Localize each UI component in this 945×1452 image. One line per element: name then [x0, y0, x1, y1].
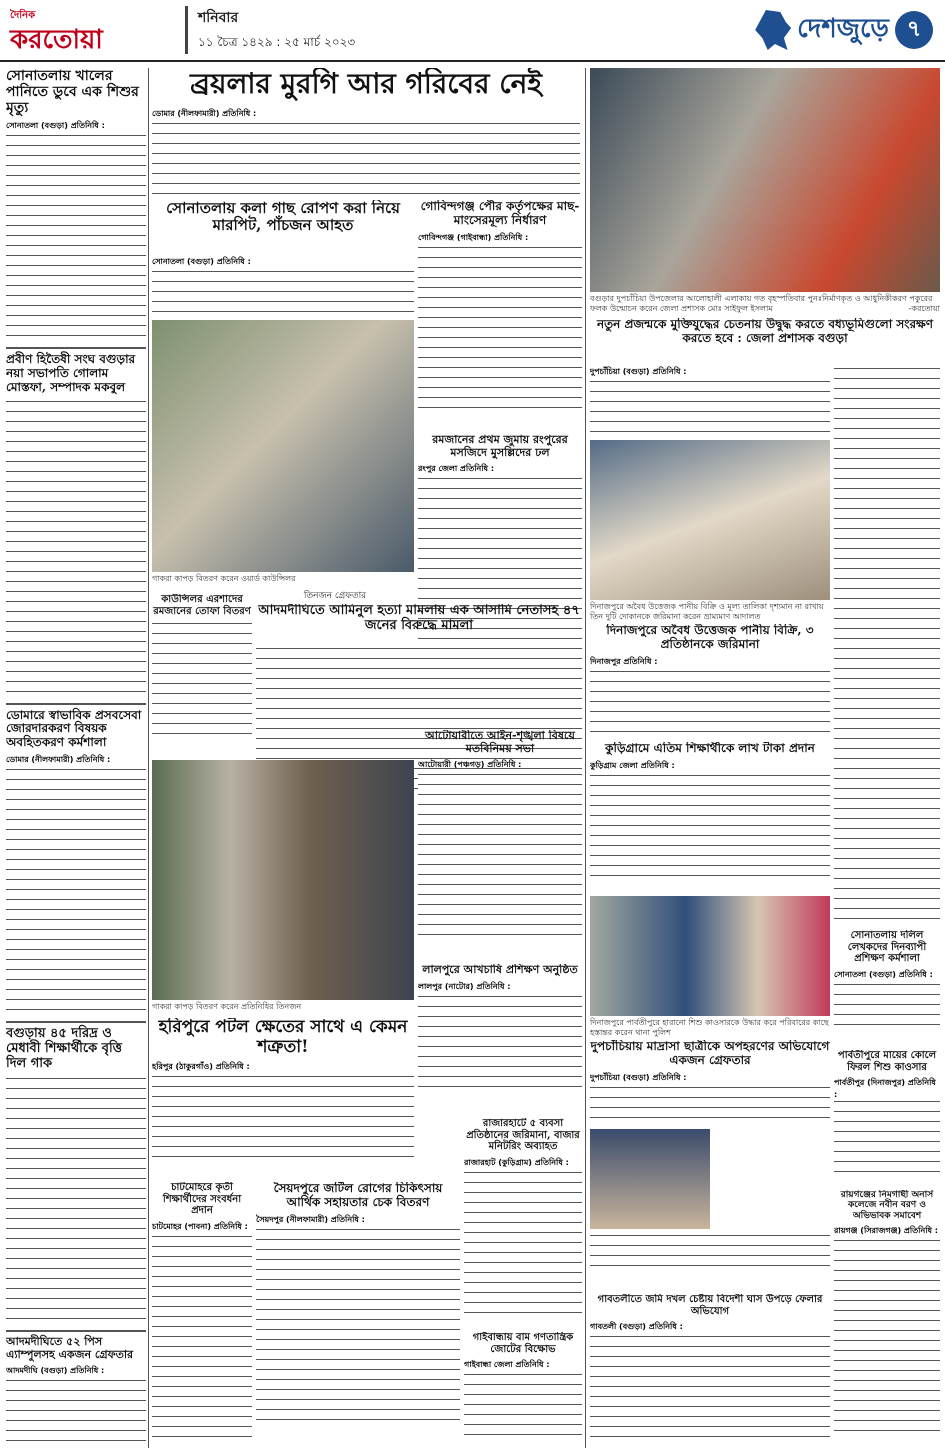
masthead	[0, 0, 945, 62]
section-header	[673, 6, 933, 54]
article-body-text	[6, 399, 146, 699]
article-body-text	[152, 269, 414, 316]
article-block	[152, 594, 252, 754]
article-body-text	[6, 133, 146, 343]
article-title[interactable]: সোনাতলায় কলা গাছ রোপণ করা নিয়ে মারপিট, পাঁচজন আহত	[166, 200, 400, 235]
article-byline: আটোয়ারী (পঞ্চগড়) প্রতিনিধি :	[418, 760, 522, 770]
article-title[interactable]: আদমদীঘিতে আমিনুল হত্যা মামলায় এক আসামি নেতাসহ ৪৭ জনের বিরুদ্ধে মামলা	[258, 604, 580, 633]
article-title[interactable]: বগুড়ায় ৪৫ দরিদ্র ও মেধাবী শিক্ষার্থীকে বৃত্তি দিল গাক	[6, 1026, 122, 1071]
article-byline: সোনাতলা (বগুড়া) প্রতিনিধি :	[152, 257, 251, 266]
article-body-text	[418, 994, 582, 1094]
article-byline: ডোমার (নীলফামারী) প্রতিনিধি :	[152, 109, 257, 118]
article-block	[590, 1040, 830, 1290]
article-body-text	[418, 245, 582, 415]
article-block	[464, 1332, 582, 1448]
logo-small-text: দৈনিক	[10, 10, 36, 21]
news-photo	[152, 320, 414, 572]
left-column	[6, 68, 146, 1448]
article-title[interactable]: গাইবান্ধায় বাম গণতান্ত্রিক জোটের বিক্ষোভ	[472, 1332, 574, 1355]
article-title[interactable]: কাউন্সিলর এরশাদের রমজানের তোফা বিতরণ	[153, 594, 251, 617]
article-byline: রংপুর জেলা প্রতিনিধি :	[418, 464, 495, 474]
article-title[interactable]: চাটমোহরে কৃতী শিক্ষার্থীদের সংবর্ধনা প্রদান	[162, 1182, 242, 1216]
article-title[interactable]: রাজারহাটে ৫ ব্যবসা প্রতিষ্ঠানের জরিমানা, বাজার মনিটরিং অব্যাহত	[466, 1118, 580, 1152]
article-block	[418, 200, 582, 430]
article-block	[834, 1190, 940, 1448]
article-block	[152, 1018, 414, 1178]
article-title[interactable]: কুড়িগ্রামে এতিম শিক্ষার্থীকে লাখ টাকা প্রদান	[605, 742, 815, 755]
article-body-block	[152, 256, 414, 316]
article-byline: দুপচাঁচিয়া (বগুড়া) প্রতিনিধি :	[590, 367, 687, 376]
article-title[interactable]: পার্বতীপুরে মায়ের কোলে ফিরল শিশু কাওসার	[837, 1050, 937, 1073]
article-title[interactable]: ডোমারে স্বাভাবিক প্রসবসেবা জোরদারকরণ বিষয়ক অবহিতকরণ কর্মশালা	[6, 707, 142, 750]
article-body-text	[590, 1233, 830, 1273]
article-title[interactable]: সৈয়দপুরে জটিল রোগের চিকিৎসায় আর্থিক সহায়তার চেক বিতরণ	[273, 1182, 443, 1209]
article-byline: হরিপুর (ঠাকুরগাঁও) প্রতিনিধি :	[152, 1062, 250, 1072]
lead-article	[152, 68, 580, 198]
article-body-text	[834, 1238, 940, 1438]
photo-caption: দিনাজপুরে অবৈধ উত্তেজক পানীয় বিক্রি ও মূল্য তালিকা দৃশ্যমান না রাখায় তিন দুটি দোকানকে জরিমানা করেন ভ্রাম্যমাণ আদালত	[590, 602, 824, 621]
article-byline: দুপচাঁচিয়া (বগুড়া) প্রতিনিধি :	[590, 1072, 687, 1082]
article-body-text	[834, 1099, 940, 1179]
article-body-text	[418, 772, 582, 942]
article-block	[590, 624, 830, 738]
article-body-text	[590, 669, 830, 738]
article-title[interactable]: রায়গঞ্জের নিমগাছী অনার্স কলেজে নবীন বরণ ও অভিভাবক সমাবেশ	[840, 1190, 934, 1221]
article-body-text	[464, 1170, 582, 1320]
article-byline: দিনাজপুর প্রতিনিধি :	[590, 656, 658, 666]
article-title[interactable]: রমজানের প্রথম জুমায় রংপুরের মসজিদে মুসল্লিদের ঢল	[432, 434, 568, 459]
article-byline: রায়গঞ্জ (সিরাজগঞ্জ) প্রতিনিধি :	[834, 1226, 939, 1236]
article-byline: চাটমোহর (পাবনা) প্রতিনিধি :	[152, 1221, 248, 1231]
photo-credit: -করতোয়া	[908, 304, 940, 313]
article-byline: আদমদীঘি (বগুড়া) প্রতিনিধি :	[6, 1366, 105, 1376]
article-continuation	[834, 366, 940, 926]
article-heading-block	[590, 318, 940, 364]
lead-headline[interactable]: ব্রয়লার মুরগি আর গরিবের নেই	[190, 68, 542, 100]
bangladesh-map-icon	[755, 10, 791, 50]
article-block	[590, 742, 830, 892]
article-byline: গাইবান্ধা জেলা প্রতিনিধি :	[464, 1360, 550, 1369]
article-title[interactable]: নতুন প্রজন্মকে মুক্তিযুদ্ধের চেতনায় উদ্বুদ্ধ করতে বধ্যভূমিগুলো সংরক্ষণ করতে হবে : জেলা প্রশাসক বগুড়া	[596, 318, 934, 345]
article-block	[590, 1294, 830, 1448]
article-kicker: তিনজন গ্রেফতার	[303, 591, 367, 601]
article-body-text	[152, 1234, 252, 1444]
photo-caption: গাকরা কাপড় বিতরণ করেন ওয়ার্ড কাউন্সিলর	[152, 574, 296, 583]
article-byline: ডোমার (নীলফামারী) প্রতিনিধি :	[6, 755, 111, 765]
article-block	[418, 964, 582, 1114]
article-kicker-block	[256, 588, 414, 602]
article-body-text	[590, 1085, 830, 1125]
issue-date: ১১ চৈত্র ১৪২৯ : ২৫ মার্চ ২০২৩	[198, 35, 356, 49]
news-photo	[590, 68, 940, 292]
news-photo	[152, 760, 414, 1000]
article-title[interactable]: আদমদীঘিতে ৫২ পিস এ্যাম্পুলসহ একজন গ্রেফতার	[6, 1334, 134, 1361]
article-byline: রাজারহাট (কুড়িগ্রাম) প্রতিনিধি :	[464, 1157, 569, 1167]
article-title[interactable]: আটোয়ারীতে আইন-শৃঙ্খলা বিষয়ে মতবিনিময় সভা	[425, 730, 575, 755]
article-body-text	[152, 1074, 414, 1164]
section-title: দেশজুড়ে	[797, 14, 889, 44]
photo-caption: বগুড়ার দুপচাঁচিয়া উপজেলার আলোহালী এলাকায় গত বৃহস্পতিবার পুনঃনির্মাণকৃত ও আধুনিকীকরণ পকুরের ফলক উন্মোচন করেন জেলা প্রশাসক মোঃ সাইফুল ইসলাম	[590, 294, 933, 313]
article-title[interactable]: লালপুরে আখচাষি প্রশিক্ষণ অনুষ্ঠিত	[422, 964, 578, 976]
article-body-text	[6, 767, 146, 1017]
article-body-text	[590, 379, 830, 436]
page-number: ৭	[895, 11, 933, 49]
news-photo	[590, 440, 830, 600]
article-block	[464, 1118, 582, 1328]
issue-day: শনিবার	[198, 10, 239, 26]
article-title[interactable]: দুপচাঁচিয়ায় মাদ্রাসা ছাত্রীকে অপহরণের অভিযোগে একজন গ্রেফতার	[590, 1040, 830, 1067]
article-byline: গাবতলী (বগুড়া) প্রতিনিধি :	[590, 1322, 683, 1331]
article-title[interactable]: গাবতলীতে জমি দখল চেষ্টায় বিদেশী ঘাস উপড়ে ফেলার অভিযোগ	[597, 1294, 823, 1317]
article-block	[152, 1182, 252, 1448]
article-title[interactable]: গোবিন্দগঞ্জ পৌর কর্তৃপক্ষের মাছ-মাংসেরমূল্য নির্ধারণ	[420, 200, 580, 227]
article-heading-block	[152, 200, 414, 252]
article-title[interactable]: সোনাতলায় খালের পানিতে ডুবে এক শিশুর মৃত্যু	[6, 68, 139, 117]
article-byline: লালপুর (নাটোর) প্রতিনিধি :	[418, 981, 511, 991]
article-block	[256, 1182, 460, 1448]
article-byline: গোবিন্দগঞ্জ (গাইবান্ধা) প্রতিনিধি :	[418, 232, 529, 242]
article-byline: পার্বতীপুর (দিনাজপুর) প্রতিনিধি :	[834, 1078, 936, 1099]
article-body-text	[256, 1227, 460, 1427]
article-body-text	[834, 366, 940, 926]
article-block	[834, 930, 940, 1046]
photo-caption: দিনাজপুরে পার্বতীপুরে হারানো শিশু কাওসারকে উদ্ধার করে পরিবারের কাছে হস্তান্তর করেন থানা পুলিশ	[590, 1018, 829, 1037]
logo-main-text: করতোয়া	[10, 25, 103, 55]
newspaper-logo[interactable]	[10, 8, 170, 55]
article-body-text	[590, 773, 830, 883]
article-block	[418, 730, 582, 960]
article-body-text	[590, 1334, 830, 1444]
article-body-text	[834, 982, 940, 1032]
article-byline: কুড়িগ্রাম জেলা প্রতিনিধি :	[590, 760, 675, 770]
news-photo	[590, 896, 830, 1016]
news-photo	[590, 1129, 710, 1229]
article-title[interactable]: প্রবীণ হিতৈষী সংঘ বগুড়ার নয়া সভাপতি গোলাম মোস্তফা, সম্পাদক মকবুল	[6, 352, 136, 394]
article-body-text	[6, 1378, 146, 1448]
article-body-text	[152, 621, 252, 741]
article-byline: সোনাতলা (বগুড়া) প্রতিনিধি :	[6, 121, 105, 131]
article-byline: সৈয়দপুর (নীলফামারী) প্রতিনিধি :	[256, 1214, 365, 1224]
article-body-text	[464, 1372, 582, 1442]
article-title[interactable]: হরিপুরে পটল ক্ষেতের সাথে এ কেমন শত্রুতা!	[158, 1018, 408, 1057]
article-heading-block	[256, 604, 582, 644]
article-body-text	[152, 121, 580, 197]
article-title[interactable]: দিনাজপুরে অবৈধ উত্তেজক পানীয় বিক্রি, ৩ প্রতিষ্ঠানকে জরিমানা	[606, 624, 814, 651]
article-block	[834, 1050, 940, 1186]
article-body-block	[590, 366, 830, 436]
article-title[interactable]: সোনাতলায় দলিল লেখকদের দিনব্যাপী প্রশিক্ষণ কর্মশালা	[847, 930, 927, 964]
date-block	[185, 6, 355, 54]
photo-caption: গাকরা কাপড় বিতরণ করেন প্রতিনিধির তিনজন	[152, 1002, 302, 1011]
article-byline: সোনাতলা (বগুড়া) প্রতিনিধি :	[834, 969, 933, 979]
article-body-text	[6, 1076, 146, 1326]
